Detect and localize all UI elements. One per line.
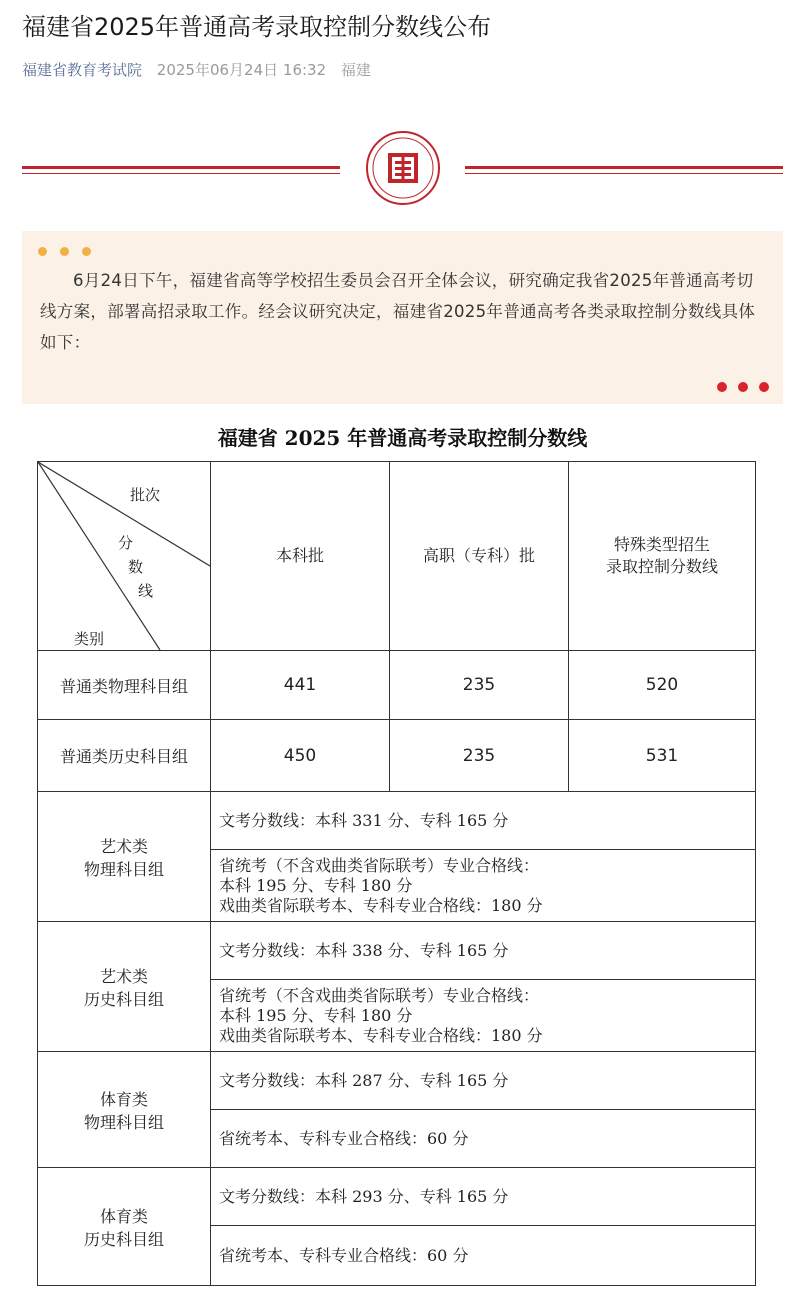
special-category-line2: 历史科目组 xyxy=(83,1229,164,1249)
table-row xyxy=(38,1168,756,1226)
banner-thin-left xyxy=(22,173,340,174)
special-culture-line: 文考分数线：本科 287 分、专科 165 分 xyxy=(211,1052,756,1110)
special-category xyxy=(38,1168,211,1286)
header-special-line2: 录取控制分数线 xyxy=(605,557,718,576)
special-pro-line-a: 省统考（不含戏曲类省际联考）专业合格线： xyxy=(219,985,540,1005)
header-special-line1: 特殊类型招生 xyxy=(613,535,710,554)
special-category-line2: 物理科目组 xyxy=(83,859,164,879)
intro-box xyxy=(22,231,783,404)
diagonal-lines xyxy=(38,462,210,650)
table-row xyxy=(38,651,756,720)
special-pro-line-a: 省统考本、专科专业合格线：60 分 xyxy=(211,1110,756,1168)
score-cell: 531 xyxy=(569,720,756,792)
special-category-line1: 体育类 xyxy=(99,1089,148,1109)
special-category xyxy=(38,792,211,922)
special-category-line1: 体育类 xyxy=(99,1206,148,1226)
corner-batch-label: 批次 xyxy=(130,486,161,504)
header-undergrad: 本科批 xyxy=(211,462,390,651)
header-vocational: 高职（专科）批 xyxy=(390,462,569,651)
special-category-line1: 艺术类 xyxy=(99,836,148,856)
score-cell: 450 xyxy=(211,720,390,792)
score-cell: 235 xyxy=(390,720,569,792)
row-category: 普通类物理科目组 xyxy=(38,651,211,720)
exam-authority-seal-icon xyxy=(365,130,441,206)
special-category-line2: 历史科目组 xyxy=(83,989,164,1009)
emblem-banner xyxy=(22,128,783,212)
corner-category-label: 类别 xyxy=(74,630,105,648)
decor-dots-bottom xyxy=(706,377,769,396)
special-pro-line-c: 戏曲类省际联考本、专科专业合格线：180 分 xyxy=(219,1025,543,1045)
account-name-link[interactable]: 福建省教育考试院 xyxy=(22,61,143,79)
score-cell: 520 xyxy=(569,651,756,720)
publish-location: 福建 xyxy=(340,61,371,79)
score-table xyxy=(37,461,756,1286)
special-culture-line: 文考分数线：本科 338 分、专科 165 分 xyxy=(211,922,756,980)
table-title: 福建省 2025 年普通高考录取控制分数线 xyxy=(217,426,588,450)
special-category xyxy=(38,922,211,1052)
banner-thin-right xyxy=(465,173,783,174)
score-cell: 441 xyxy=(211,651,390,720)
corner-score-label-1: 分 xyxy=(118,534,134,552)
special-pro-line-b: 本科 195 分、专科 180 分 xyxy=(219,875,413,895)
special-culture-line: 文考分数线：本科 293 分、专科 165 分 xyxy=(211,1168,756,1226)
special-pro-lines xyxy=(211,850,756,922)
special-pro-lines xyxy=(211,980,756,1052)
special-pro-line-a: 省统考（不含戏曲类省际联考）专业合格线： xyxy=(219,855,540,875)
banner-line-left xyxy=(22,166,340,169)
header-special xyxy=(569,462,756,651)
special-category-line1: 艺术类 xyxy=(99,966,148,986)
corner-score-label-3: 线 xyxy=(138,582,154,600)
corner-cell xyxy=(38,462,211,651)
row-category: 普通类历史科目组 xyxy=(38,720,211,792)
decor-dots-top xyxy=(38,241,104,260)
special-culture-line: 文考分数线：本科 331 分、专科 165 分 xyxy=(211,792,756,850)
table-row xyxy=(38,922,756,980)
special-category-line2: 物理科目组 xyxy=(83,1112,164,1132)
article-meta xyxy=(22,59,371,81)
special-pro-line-c: 戏曲类省际联考本、专科专业合格线：180 分 xyxy=(219,895,543,915)
special-pro-line-b: 本科 195 分、专科 180 分 xyxy=(219,1005,413,1025)
publish-time: 2025年06月24日 16:32 xyxy=(156,61,327,79)
banner-line-right xyxy=(465,166,783,169)
special-pro-line-a: 省统考本、专科专业合格线：60 分 xyxy=(211,1226,756,1286)
intro-paragraph: 6月24日下午，福建省高等学校招生委员会召开全体会议，研究确定我省2025年普通高考切线方案，部署高招录取工作。经会议研究决定，福建省2025年普通高考各类录取控制分数线具体如下： xyxy=(40,271,756,352)
table-row xyxy=(38,1052,756,1110)
corner-score-label-2: 数 xyxy=(128,558,144,576)
table-row xyxy=(38,792,756,850)
special-category xyxy=(38,1052,211,1168)
table-row xyxy=(38,720,756,792)
article-title: 福建省2025年普通高考录取控制分数线公布 xyxy=(22,13,492,41)
score-cell: 235 xyxy=(390,651,569,720)
